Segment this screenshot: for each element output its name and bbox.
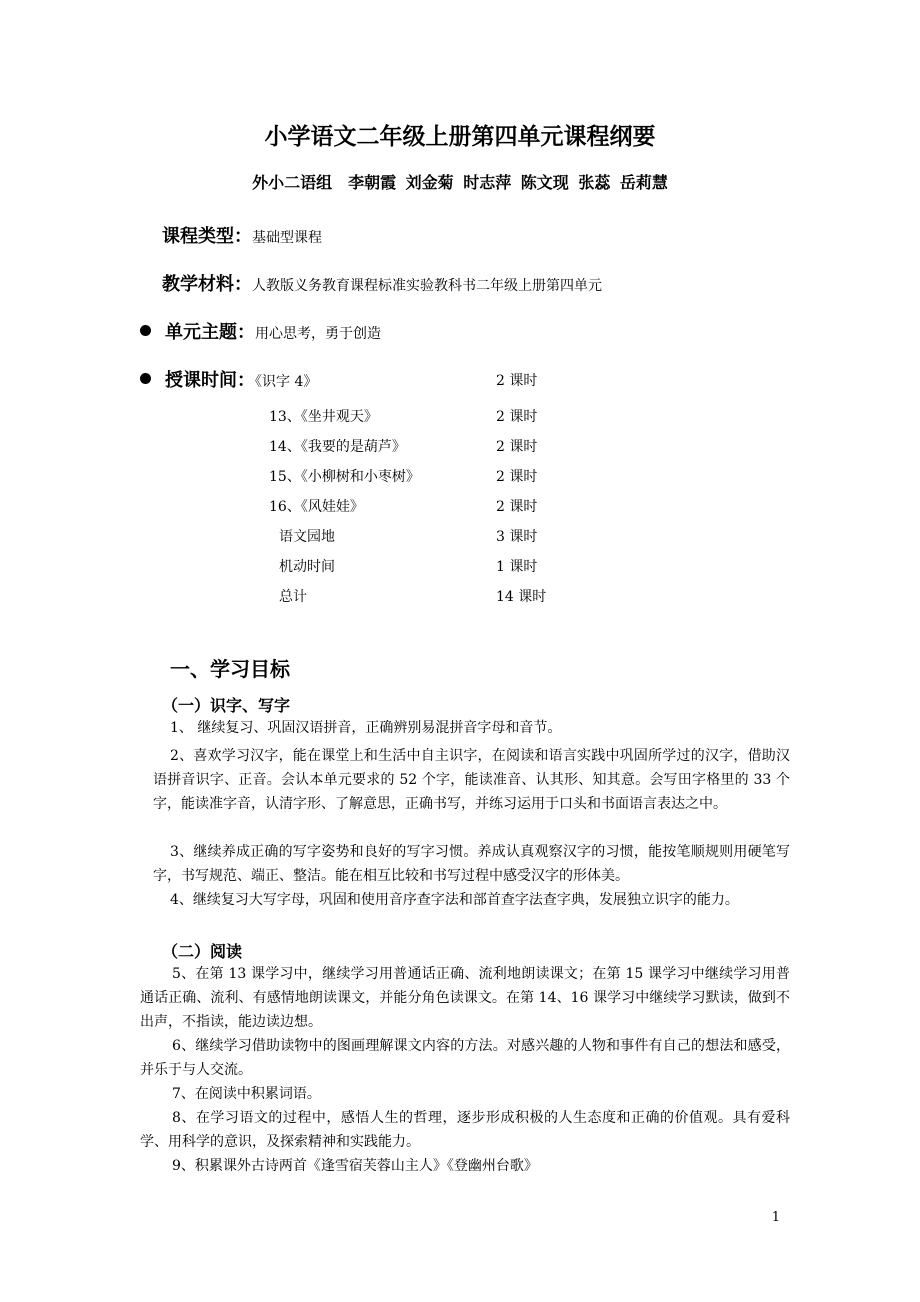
schedule-lesson: 15、《小柳树和小枣树》 <box>269 469 420 485</box>
schedule-lesson: 总计 <box>279 589 307 605</box>
schedule-lesson: 机动时间 <box>279 559 335 575</box>
objective-item: 7、在阅读中积累词语。 <box>172 1086 321 1102</box>
course-type-value: 基础型课程 <box>252 230 322 246</box>
schedule-hours: 2 课时 <box>496 409 538 425</box>
objective-item: 9、积累课外古诗两首《逢雪宿芙蓉山主人》《登幽州台歌》 <box>172 1158 538 1174</box>
objective-item: 5、在第 13 课学习中，继续学习用普通话正确、流利地朗读课文；在第 15 课学习中继续学习用普通话正确、流利、有感情地朗读课文，并能分角色读课文。在第 14、16 课学习中继续学习默读，做到不出声，不指读，能边读边想。 <box>140 966 790 1030</box>
subsection-heading: （二）阅读 <box>162 942 243 961</box>
material-label: 教学材料： <box>162 274 252 295</box>
theme-value: 用心思考，勇于创造 <box>255 326 381 342</box>
objective-item: 6、继续学习借助读物中的图画理解课文内容的方法。对感兴趣的人物和事件有自己的想法和感受，并乐于与人交流。 <box>140 1038 790 1078</box>
objective-item: 4、继续复习大写字母，巩固和使用音序查字法和部首查字法查字典，发展独立识字的能力。 <box>170 892 739 908</box>
schedule-hours: 3 课时 <box>496 529 538 545</box>
subsection-heading: （一）识字、写字 <box>162 696 291 715</box>
objective-item: 8、在学习语文的过程中，感悟人生的哲理，逐步形成积极的人生态度和正确的价值观。具有爱科学、用科学的意识，及探索精神和实践能力。 <box>140 1110 790 1150</box>
authors-line: 外小二语组 李朝霞 刘金菊 时志萍 陈文现 张蕊 岳莉慧 <box>252 173 668 192</box>
schedule-lesson: 《识字 4》 <box>255 374 318 390</box>
bullet-icon <box>140 325 151 336</box>
course-type-row <box>162 222 322 248</box>
schedule-lesson: 13、《坐井观天》 <box>269 409 378 425</box>
objective-item: 1、 继续复习、巩固汉语拼音，正确辨别易混拼音字母和音节。 <box>170 720 562 736</box>
schedule-lesson: 语文园地 <box>279 529 335 545</box>
course-type-label: 课程类型： <box>162 226 252 247</box>
section-heading: 一、学习目标 <box>170 657 290 681</box>
schedule-hours: 14 课时 <box>496 589 547 605</box>
schedule-hours: 2 课时 <box>496 499 538 515</box>
schedule-hours: 1 课时 <box>496 559 538 575</box>
page-title: 小学语文二年级上册第四单元课程纲要 <box>264 124 656 150</box>
schedule-lesson: 16、《风娃娃》 <box>269 499 364 515</box>
schedule-hours: 2 课时 <box>496 439 538 455</box>
schedule-header-row <box>140 366 317 392</box>
theme-row <box>140 318 381 344</box>
material-value: 人教版义务教育课程标准实验教科书二年级上册第四单元 <box>252 278 602 294</box>
schedule-hours: 2 课时 <box>496 469 538 485</box>
schedule-lesson: 14、《我要的是葫芦》 <box>269 439 406 455</box>
material-row <box>162 270 602 296</box>
objective-item: 3、继续养成正确的写字姿势和良好的写字习惯。养成认真观察汉字的习惯，能按笔顺规则用硬笔写字，书写规范、端正、整洁。能在相互比较和书写过程中感受汉字的形体美。 <box>153 844 790 884</box>
schedule-hours: 2 课时 <box>496 373 538 389</box>
bullet-icon <box>140 373 151 384</box>
theme-label: 单元主题： <box>165 322 255 343</box>
page-number: 1 <box>771 1210 780 1225</box>
schedule-label: 授课时间： <box>165 370 255 391</box>
objective-item: 2、喜欢学习汉字，能在课堂上和生活中自主识字，在阅读和语言实践中巩固所学过的汉字，借助汉语拼音识字、正音。会认本单元要求的 52 个字，能读准音、认其形、知其意。会写田字格里的 33 个字，能读准字音，认清字形、了解意思，正确书写，并练习运用于口头和书面语言表达之中。 <box>153 748 790 812</box>
